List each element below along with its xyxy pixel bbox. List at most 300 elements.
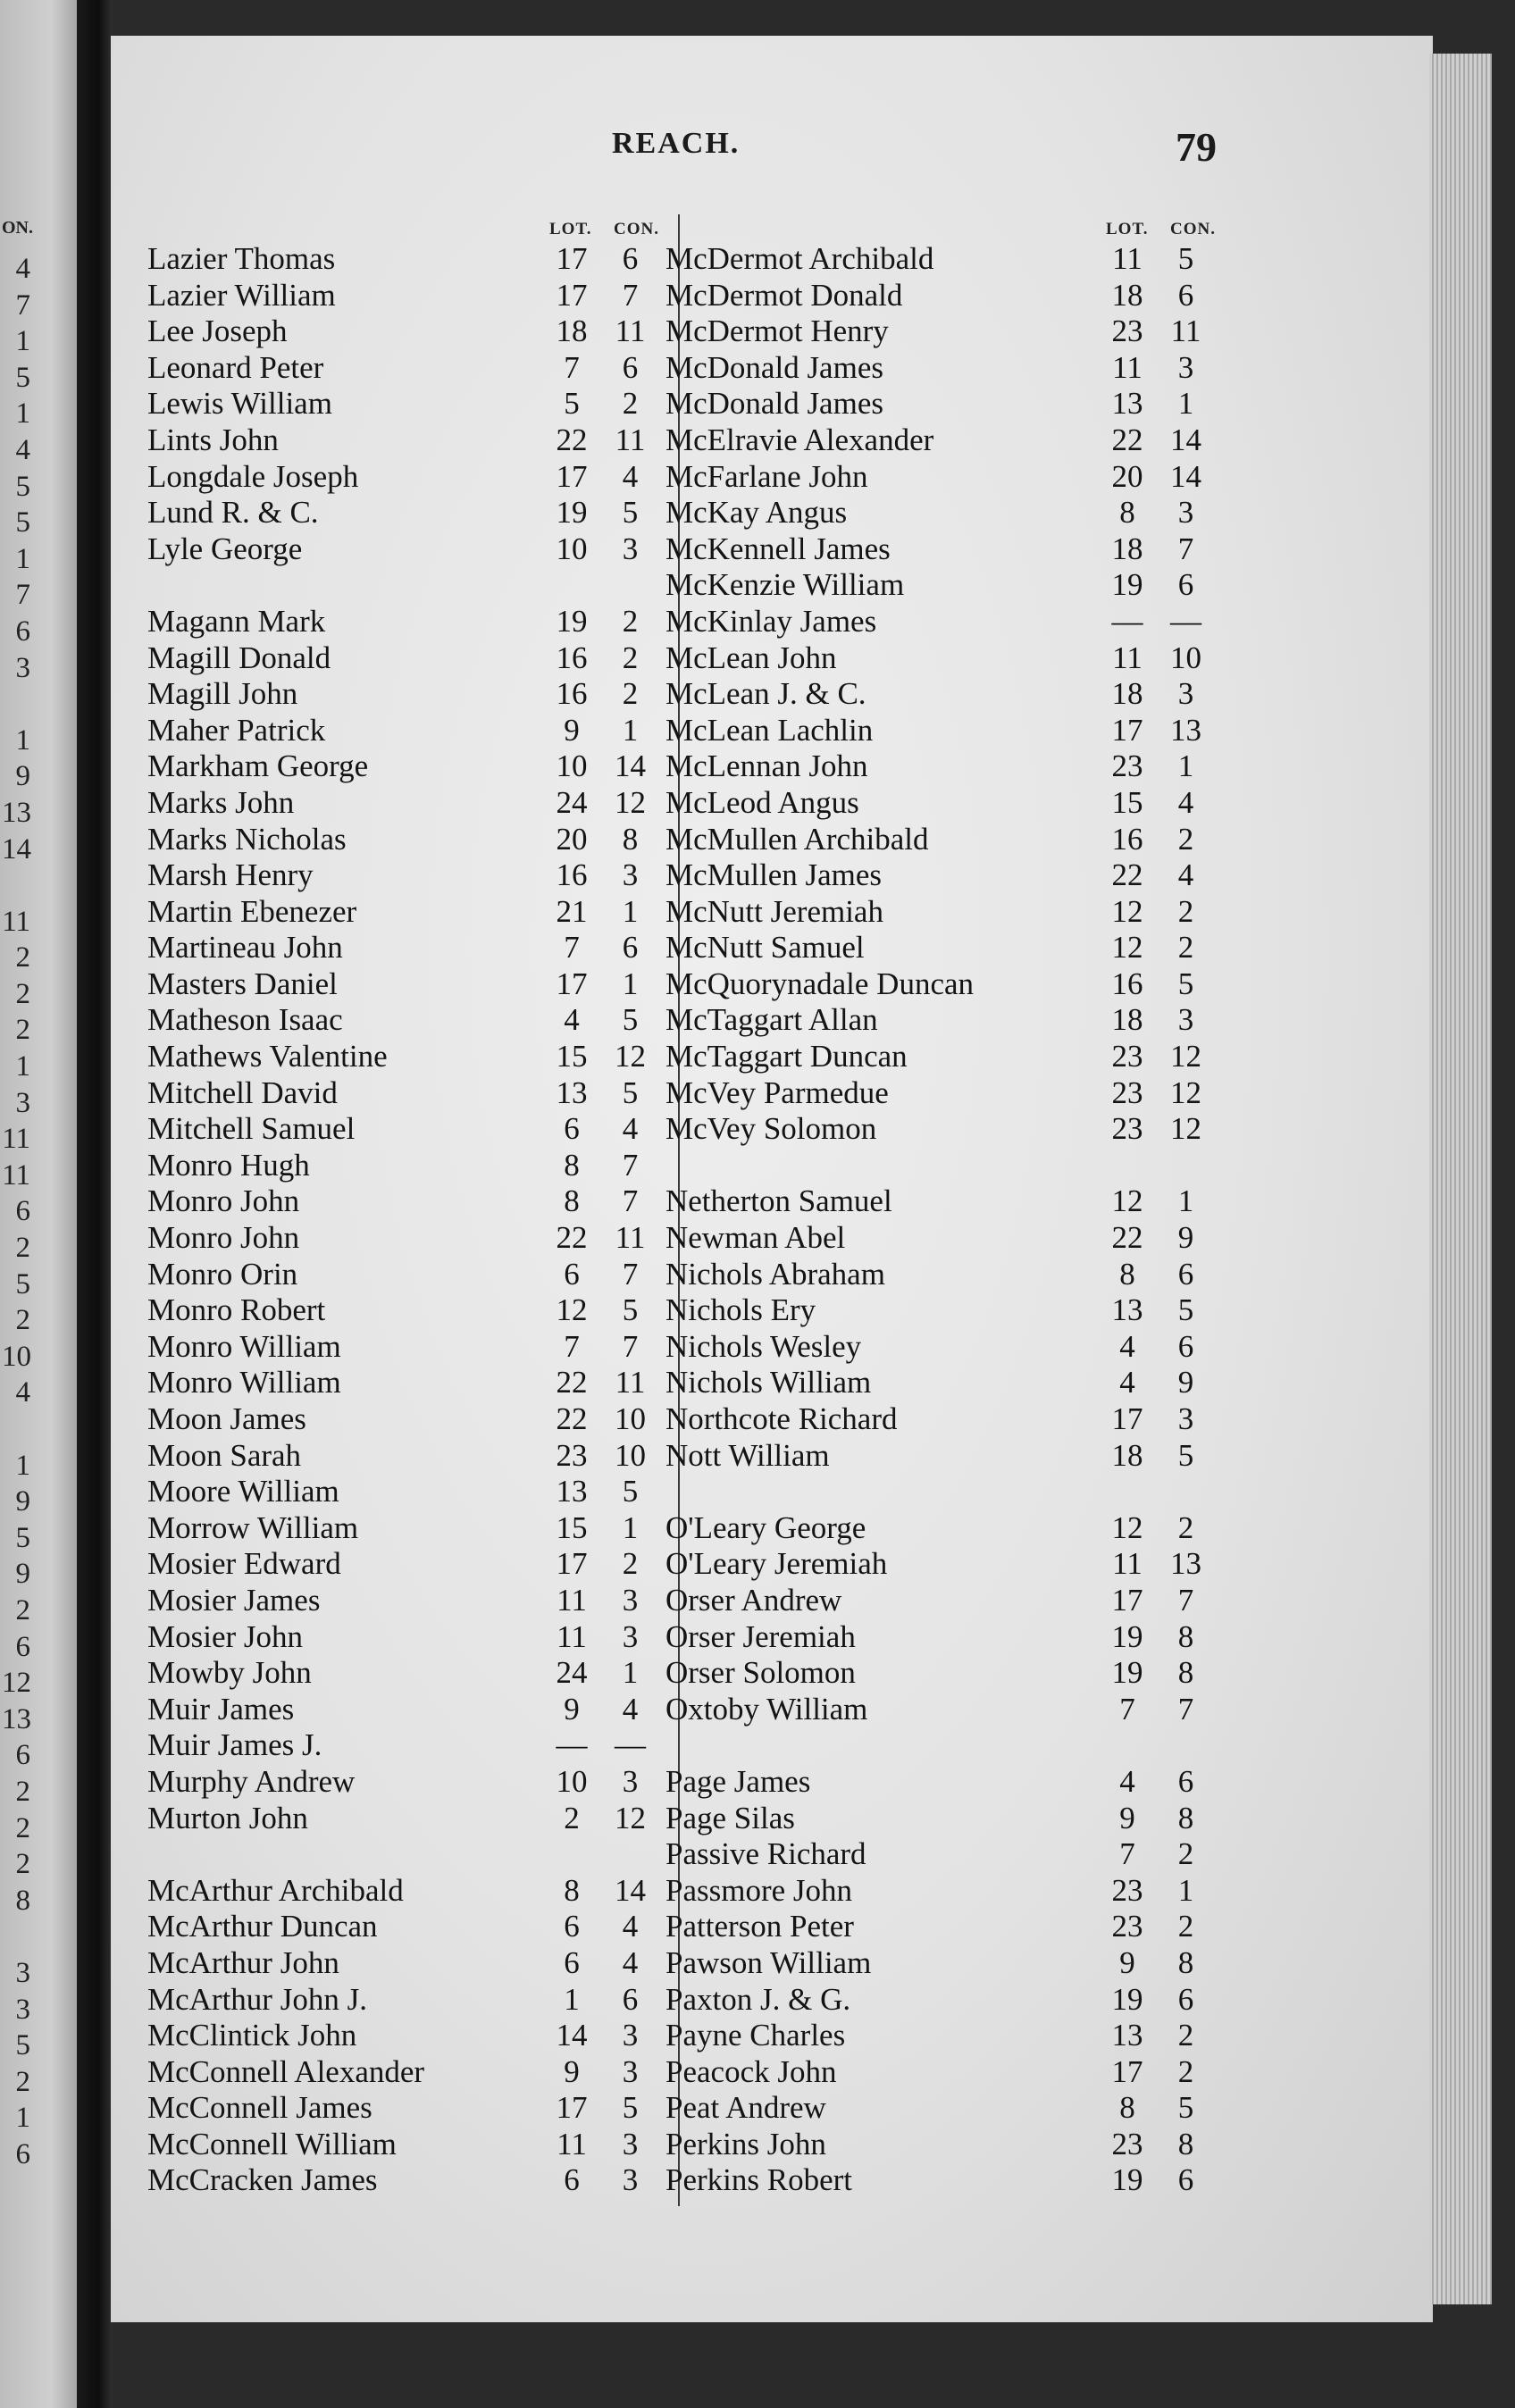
entry-lot: 18 bbox=[1111, 1437, 1143, 1473]
previous-page-con-value: 11 bbox=[2, 1123, 30, 1156]
section-gap bbox=[661, 1726, 1233, 1762]
entry-con: 12 bbox=[1170, 1039, 1201, 1074]
section-gap bbox=[661, 1146, 1233, 1183]
previous-page-con-value bbox=[2, 1919, 30, 1955]
directory-entry bbox=[143, 1218, 670, 1255]
entry-lot: 17 bbox=[1111, 2053, 1143, 2089]
entry-con: 2 bbox=[1177, 2053, 1194, 2089]
entry-name: Peat Andrew bbox=[665, 2090, 826, 2126]
entry-con: 1 bbox=[1177, 748, 1194, 784]
entry-lot: 11 bbox=[557, 1582, 587, 1618]
entry-name: Lints John bbox=[147, 422, 279, 457]
directory-entry bbox=[661, 1509, 1233, 1545]
entry-con: 5 bbox=[1177, 966, 1194, 1001]
entry-con: 10 bbox=[615, 1401, 646, 1436]
entry-lot: 19 bbox=[1111, 2162, 1143, 2198]
directory-entry bbox=[661, 1363, 1233, 1400]
directory-entry bbox=[143, 1182, 670, 1218]
directory-entry bbox=[143, 530, 670, 566]
entry-lot: 19 bbox=[1111, 1981, 1143, 2017]
entry-lot: 8 bbox=[564, 1872, 580, 1908]
entry-name: Longdale Joseph bbox=[147, 458, 359, 494]
directory-entry bbox=[143, 1000, 670, 1037]
entry-lot: 19 bbox=[1111, 567, 1143, 603]
entry-con: 2 bbox=[1177, 1509, 1194, 1545]
entry-name: Mosier John bbox=[147, 1618, 304, 1654]
previous-page-con-value: 4 bbox=[15, 433, 30, 466]
entry-lot: 6 bbox=[564, 1256, 580, 1292]
previous-page-con-value: 14 bbox=[2, 832, 31, 865]
entry-lot: 10 bbox=[556, 748, 588, 784]
entry-con: 8 bbox=[1177, 2126, 1194, 2161]
entry-lot: 12 bbox=[1111, 893, 1143, 929]
previous-page-con-value: 2 bbox=[15, 1304, 30, 1337]
entry-con: 2 bbox=[1177, 1909, 1194, 1944]
entry-name: McArthur John bbox=[147, 1944, 339, 1980]
entry-name: Mosier James bbox=[147, 1582, 321, 1618]
entry-name: Mitchell David bbox=[147, 1074, 338, 1110]
directory-entry bbox=[661, 1907, 1233, 1944]
entry-lot: 23 bbox=[1111, 1111, 1143, 1147]
entry-name: Mowby John bbox=[147, 1655, 312, 1691]
directory-entry bbox=[143, 1509, 670, 1545]
entry-name: McDermot Archibald bbox=[665, 241, 934, 276]
entry-con: 6 bbox=[1177, 1763, 1194, 1799]
page-number: 79 bbox=[1176, 124, 1217, 170]
entry-con: 14 bbox=[1170, 422, 1201, 457]
entry-con: 5 bbox=[1177, 241, 1194, 276]
directory-entry bbox=[143, 1074, 670, 1110]
entry-name: McVey Solomon bbox=[665, 1111, 877, 1147]
right-column-header bbox=[661, 214, 1233, 239]
previous-page-con-value: 2 bbox=[15, 977, 30, 1010]
previous-page-con-value: 4 bbox=[15, 1376, 30, 1409]
entry-con: 14 bbox=[615, 1872, 646, 1908]
directory-entry bbox=[661, 276, 1233, 313]
entry-con: 2 bbox=[622, 1546, 639, 1582]
previous-page-con-value: 5 bbox=[15, 2029, 30, 2062]
directory-entry bbox=[143, 1726, 670, 1762]
entry-name: Payne Charles bbox=[665, 2018, 846, 2053]
entry-lot: 23 bbox=[1111, 1909, 1143, 1944]
entry-lot: 23 bbox=[556, 1437, 588, 1473]
entry-con: 14 bbox=[1170, 458, 1201, 494]
previous-page-con-value: 5 bbox=[15, 361, 30, 394]
entry-name: Patterson Peter bbox=[665, 1909, 854, 1944]
entry-name: Martineau John bbox=[147, 930, 343, 966]
directory-entry bbox=[661, 1980, 1233, 2017]
previous-page-con-value: 8 bbox=[15, 1884, 30, 1917]
entry-name: Magill John bbox=[147, 676, 298, 712]
entry-lot: 8 bbox=[1119, 1256, 1135, 1292]
entry-con: 2 bbox=[1177, 893, 1194, 929]
entry-con: 2 bbox=[1177, 821, 1194, 857]
entry-lot: 11 bbox=[557, 1618, 587, 1654]
previous-page-con-value: 6 bbox=[15, 1195, 30, 1228]
entry-lot: 11 bbox=[1112, 640, 1143, 675]
directory-entry bbox=[661, 783, 1233, 820]
previous-page-con-value: 3 bbox=[15, 651, 30, 684]
entry-lot: 13 bbox=[1111, 1292, 1143, 1328]
previous-page-con-value bbox=[2, 686, 30, 723]
directory-entry bbox=[143, 783, 670, 820]
entry-name: Mitchell Samuel bbox=[147, 1111, 356, 1147]
entry-name: McDermot Donald bbox=[665, 277, 903, 313]
entry-name: Perkins Robert bbox=[665, 2162, 853, 2198]
directory-entry bbox=[661, 1291, 1233, 1327]
entry-name: Newman Abel bbox=[665, 1220, 846, 1256]
directory-entry bbox=[661, 493, 1233, 530]
previous-page-con-value: 1 bbox=[15, 723, 30, 757]
entry-con: 6 bbox=[622, 1981, 639, 2017]
entry-lot: 10 bbox=[556, 531, 588, 566]
entry-con: 3 bbox=[1177, 495, 1194, 531]
entry-con: 1 bbox=[622, 966, 639, 1001]
entry-lot: 19 bbox=[1111, 1655, 1143, 1691]
entry-lot: 12 bbox=[1111, 1183, 1143, 1219]
entry-lot: 16 bbox=[556, 857, 588, 893]
directory-entry bbox=[661, 1762, 1233, 1799]
entry-lot: — bbox=[1111, 603, 1143, 639]
previous-page-con-value: 9 bbox=[15, 760, 30, 793]
entry-name: McKennell James bbox=[665, 531, 891, 566]
entry-name: McDonald James bbox=[665, 386, 883, 422]
entry-lot: 9 bbox=[1119, 1944, 1135, 1980]
entry-con: 3 bbox=[622, 2018, 639, 2053]
directory-entry bbox=[143, 2016, 670, 2053]
previous-page-con-value: 3 bbox=[15, 1956, 30, 1989]
directory-entry bbox=[661, 747, 1233, 783]
entry-name: Marks John bbox=[147, 784, 295, 820]
previous-page-con-value: 11 bbox=[2, 905, 30, 938]
entry-lot: 17 bbox=[1111, 1582, 1143, 1618]
entry-name: Markham George bbox=[147, 748, 369, 784]
entry-lot: 22 bbox=[556, 1365, 588, 1400]
entry-lot: 22 bbox=[556, 1401, 588, 1436]
entry-name: McConnell James bbox=[147, 2090, 372, 2126]
book-gutter bbox=[77, 0, 113, 2408]
entry-con: 14 bbox=[615, 748, 646, 784]
directory-entry bbox=[143, 1799, 670, 1835]
entry-lot: 6 bbox=[564, 1909, 580, 1944]
entry-con: 4 bbox=[1177, 784, 1194, 820]
entry-lot: 23 bbox=[1111, 1074, 1143, 1110]
entry-lot: 17 bbox=[1111, 1401, 1143, 1436]
entry-con: 11 bbox=[615, 1365, 646, 1400]
entry-con: 5 bbox=[1177, 1292, 1194, 1328]
entry-name: McLeod Angus bbox=[665, 784, 859, 820]
page-stack-edge bbox=[1429, 54, 1492, 2304]
entry-name: McArthur John J. bbox=[147, 1981, 367, 2017]
directory-entry bbox=[143, 1472, 670, 1509]
entry-lot: 16 bbox=[556, 676, 588, 712]
entry-name: McCracken James bbox=[147, 2162, 378, 2198]
directory-entry bbox=[143, 856, 670, 892]
entry-con: 2 bbox=[622, 603, 639, 639]
entry-name: Northcote Richard bbox=[665, 1401, 898, 1436]
directory-entry bbox=[661, 421, 1233, 457]
entry-name: Nichols Abraham bbox=[665, 1256, 885, 1292]
entry-lot: 9 bbox=[1119, 1800, 1135, 1835]
entry-con: 1 bbox=[622, 1509, 639, 1545]
entry-lot: 4 bbox=[1119, 1763, 1135, 1799]
entry-lot: 22 bbox=[1111, 857, 1143, 893]
entry-name: Orser Solomon bbox=[665, 1655, 856, 1691]
entry-name: McMullen James bbox=[665, 857, 883, 893]
entry-lot: 8 bbox=[564, 1147, 580, 1183]
entry-name: Matheson Isaac bbox=[147, 1002, 343, 1038]
directory-entry bbox=[661, 1618, 1233, 1654]
entry-name: McKenzie William bbox=[665, 567, 905, 603]
previous-page-con-value: 2 bbox=[15, 2065, 30, 2098]
entry-con: 6 bbox=[622, 349, 639, 385]
entry-con: 4 bbox=[622, 1691, 639, 1727]
directory-entry bbox=[143, 276, 670, 313]
directory-entry bbox=[143, 1907, 670, 1944]
directory-entry bbox=[661, 639, 1233, 675]
entry-name: Moon James bbox=[147, 1401, 306, 1436]
entry-con: 6 bbox=[622, 930, 639, 966]
entry-name: Maher Patrick bbox=[147, 712, 326, 748]
directory-entry bbox=[661, 1871, 1233, 1908]
entry-con: 11 bbox=[615, 314, 646, 349]
section-gap bbox=[143, 565, 670, 602]
previous-page-con-value: 4 bbox=[15, 253, 30, 285]
entry-name: Oxtoby William bbox=[665, 1691, 868, 1727]
previous-page-con-value: 7 bbox=[15, 579, 30, 612]
directory-entry bbox=[661, 674, 1233, 711]
entry-con: 4 bbox=[622, 1111, 639, 1147]
directory-entry bbox=[143, 1690, 670, 1727]
directory-entry bbox=[661, 530, 1233, 566]
entry-con: 7 bbox=[1177, 1691, 1194, 1727]
entry-lot: 23 bbox=[1111, 2126, 1143, 2161]
entry-name: Muir James bbox=[147, 1691, 295, 1727]
directory-entry bbox=[661, 565, 1233, 602]
entry-lot: 13 bbox=[1111, 386, 1143, 422]
previous-page-con-column bbox=[2, 218, 33, 2172]
entry-name: Monro Hugh bbox=[147, 1147, 310, 1183]
previous-page-con-value: 11 bbox=[2, 1158, 30, 1191]
entry-lot: 20 bbox=[1111, 458, 1143, 494]
directory-entry bbox=[661, 239, 1233, 276]
directory-entry bbox=[661, 1544, 1233, 1581]
entry-lot: 2 bbox=[564, 1800, 580, 1835]
previous-page-con-value: 1 bbox=[15, 542, 30, 575]
entry-name: Moon Sarah bbox=[147, 1437, 302, 1473]
entry-lot: 22 bbox=[1111, 1220, 1143, 1256]
page-header bbox=[0, 124, 1515, 171]
entry-lot: 9 bbox=[564, 1691, 580, 1727]
entry-con: 3 bbox=[1177, 1002, 1194, 1038]
previous-page-con-value: 13 bbox=[2, 796, 31, 829]
directory-entry bbox=[661, 1182, 1233, 1218]
directory-entry bbox=[143, 2125, 670, 2161]
previous-page-con-value: 1 bbox=[15, 1449, 30, 1482]
directory-entry bbox=[661, 928, 1233, 965]
entry-lot: 6 bbox=[564, 2162, 580, 2198]
entry-con: 13 bbox=[1170, 1546, 1201, 1582]
previous-page-con-value: 12 bbox=[2, 1667, 31, 1700]
entry-con: 3 bbox=[622, 1763, 639, 1799]
entry-con: — bbox=[1170, 603, 1201, 639]
entry-lot: 4 bbox=[564, 1002, 580, 1038]
directory-entry bbox=[661, 1074, 1233, 1110]
entry-lot: 23 bbox=[1111, 1039, 1143, 1074]
entry-lot: 22 bbox=[556, 1220, 588, 1256]
previous-page-con-value: 2 bbox=[15, 1232, 30, 1265]
entry-name: O'Leary George bbox=[665, 1509, 866, 1545]
directory-entry bbox=[143, 1871, 670, 1908]
entry-con: 5 bbox=[622, 2090, 639, 2126]
entry-lot: 18 bbox=[1111, 676, 1143, 712]
previous-page-con-value: 2 bbox=[15, 1014, 30, 1047]
directory-entry bbox=[661, 1000, 1233, 1037]
directory-entry bbox=[143, 1255, 670, 1292]
previous-page-con-value: 6 bbox=[15, 1739, 30, 1772]
entry-con: 8 bbox=[1177, 1944, 1194, 1980]
directory-entry bbox=[661, 892, 1233, 929]
entry-con: 7 bbox=[622, 1183, 639, 1219]
entry-name: Page James bbox=[665, 1763, 811, 1799]
entry-lot: 7 bbox=[564, 930, 580, 966]
entry-con: 5 bbox=[1177, 2090, 1194, 2126]
entry-name: McKay Angus bbox=[665, 495, 848, 531]
entry-con: 3 bbox=[1177, 676, 1194, 712]
directory-entry bbox=[143, 1291, 670, 1327]
previous-page-con-value: 1 bbox=[15, 397, 30, 431]
entry-con: 1 bbox=[1177, 1872, 1194, 1908]
entry-name: Nichols Wesley bbox=[665, 1328, 862, 1364]
entry-lot: 23 bbox=[1111, 314, 1143, 349]
entry-lot: 6 bbox=[564, 1944, 580, 1980]
entry-con: 11 bbox=[1170, 314, 1201, 349]
entry-lot: 12 bbox=[1111, 930, 1143, 966]
previous-page-con-value: 6 bbox=[15, 2137, 30, 2170]
entry-con: 12 bbox=[1170, 1074, 1201, 1110]
directory-entry bbox=[143, 602, 670, 639]
entry-lot: 24 bbox=[556, 784, 588, 820]
entry-name: Passmore John bbox=[665, 1872, 853, 1908]
entry-name: Passive Richard bbox=[665, 1836, 866, 1872]
directory-entry bbox=[143, 711, 670, 748]
entry-name: Magann Mark bbox=[147, 603, 326, 639]
entry-name: McArthur Duncan bbox=[147, 1909, 378, 1944]
entry-lot: 17 bbox=[556, 277, 588, 313]
entry-lot: 1 bbox=[564, 1981, 580, 2017]
entry-con: 2 bbox=[622, 640, 639, 675]
directory-entry bbox=[661, 1037, 1233, 1074]
entry-lot: 12 bbox=[556, 1292, 588, 1328]
entry-lot: 14 bbox=[556, 2018, 588, 2053]
entry-name: Page Silas bbox=[665, 1800, 795, 1835]
entry-lot: 18 bbox=[1111, 277, 1143, 313]
directory-entry bbox=[661, 312, 1233, 348]
entry-name: Pawson William bbox=[665, 1944, 872, 1980]
entry-con: 3 bbox=[622, 857, 639, 893]
entry-name: Netherton Samuel bbox=[665, 1183, 892, 1219]
entry-con: 2 bbox=[622, 386, 639, 422]
entry-name: Orser Andrew bbox=[665, 1582, 842, 1618]
previous-page-con-value: 5 bbox=[15, 1267, 30, 1300]
entry-name: Moore William bbox=[147, 1474, 339, 1509]
entry-lot: 18 bbox=[1111, 1002, 1143, 1038]
entry-con: 7 bbox=[622, 1147, 639, 1183]
entry-lot: 13 bbox=[556, 1074, 588, 1110]
entry-lot: 21 bbox=[556, 893, 588, 929]
entry-lot: 19 bbox=[556, 495, 588, 531]
directory-entry bbox=[661, 711, 1233, 748]
previous-page-con-value: 7 bbox=[15, 288, 30, 322]
previous-page-con-value: 1 bbox=[15, 2102, 30, 2135]
directory-entry bbox=[143, 421, 670, 457]
previous-page-con-value: 1 bbox=[15, 1050, 30, 1083]
entry-con: 4 bbox=[1177, 857, 1194, 893]
entry-name: Monro John bbox=[147, 1183, 300, 1219]
entry-con: 3 bbox=[622, 1582, 639, 1618]
entry-name: O'Leary Jeremiah bbox=[665, 1546, 888, 1582]
directory-entry bbox=[661, 820, 1233, 857]
previous-page-con-value: 5 bbox=[15, 470, 30, 503]
entry-lot: 24 bbox=[556, 1655, 588, 1691]
previous-page-con-value: 9 bbox=[15, 1485, 30, 1518]
entry-name: Lund R. & C. bbox=[147, 495, 319, 531]
directory-entry bbox=[143, 965, 670, 1001]
entry-lot: 9 bbox=[564, 2053, 580, 2089]
directory-entry bbox=[661, 1653, 1233, 1690]
entry-con: 6 bbox=[1177, 567, 1194, 603]
entry-name: Mathews Valentine bbox=[147, 1039, 388, 1074]
entry-name: McLennan John bbox=[665, 748, 868, 784]
entry-name: Murphy Andrew bbox=[147, 1763, 356, 1799]
entry-lot: 7 bbox=[564, 349, 580, 385]
entry-name: McArthur Archibald bbox=[147, 1872, 404, 1908]
entry-con: 1 bbox=[1177, 1183, 1194, 1219]
entry-name: McLean J. & C. bbox=[665, 676, 866, 712]
section-gap bbox=[661, 1472, 1233, 1509]
entry-con: 8 bbox=[1177, 1618, 1194, 1654]
entry-con: 3 bbox=[622, 1618, 639, 1654]
entry-con: 6 bbox=[1177, 2162, 1194, 2198]
entry-con: 3 bbox=[622, 2126, 639, 2161]
entry-con: 11 bbox=[615, 1220, 646, 1256]
entry-name: Muir James J. bbox=[147, 1727, 322, 1763]
entry-lot: 7 bbox=[1119, 1836, 1135, 1872]
directory-entry bbox=[661, 2088, 1233, 2125]
entry-con: 7 bbox=[1177, 1582, 1194, 1618]
entry-con: 8 bbox=[622, 821, 639, 857]
entry-con: 5 bbox=[622, 1002, 639, 1038]
entry-con: 8 bbox=[1177, 1655, 1194, 1691]
entry-con: 4 bbox=[622, 1909, 639, 1944]
entry-con: 10 bbox=[1170, 640, 1201, 675]
entry-name: Nichols William bbox=[665, 1365, 872, 1400]
directory-entry bbox=[661, 2053, 1233, 2089]
directory-entry bbox=[143, 1581, 670, 1618]
running-head: REACH. bbox=[612, 127, 741, 160]
entry-con: 3 bbox=[1177, 1401, 1194, 1436]
entry-lot: 16 bbox=[1111, 821, 1143, 857]
previous-page-con-value: 2 bbox=[15, 1848, 30, 1881]
entry-con: 7 bbox=[622, 1256, 639, 1292]
entry-name: McLean Lachlin bbox=[665, 712, 874, 748]
entry-name: Lewis William bbox=[147, 386, 332, 422]
entry-lot: 8 bbox=[564, 1183, 580, 1219]
directory-entry bbox=[143, 348, 670, 385]
entry-name: Nott William bbox=[665, 1437, 830, 1473]
directory-entry bbox=[661, 2125, 1233, 2161]
directory-entry bbox=[143, 493, 670, 530]
